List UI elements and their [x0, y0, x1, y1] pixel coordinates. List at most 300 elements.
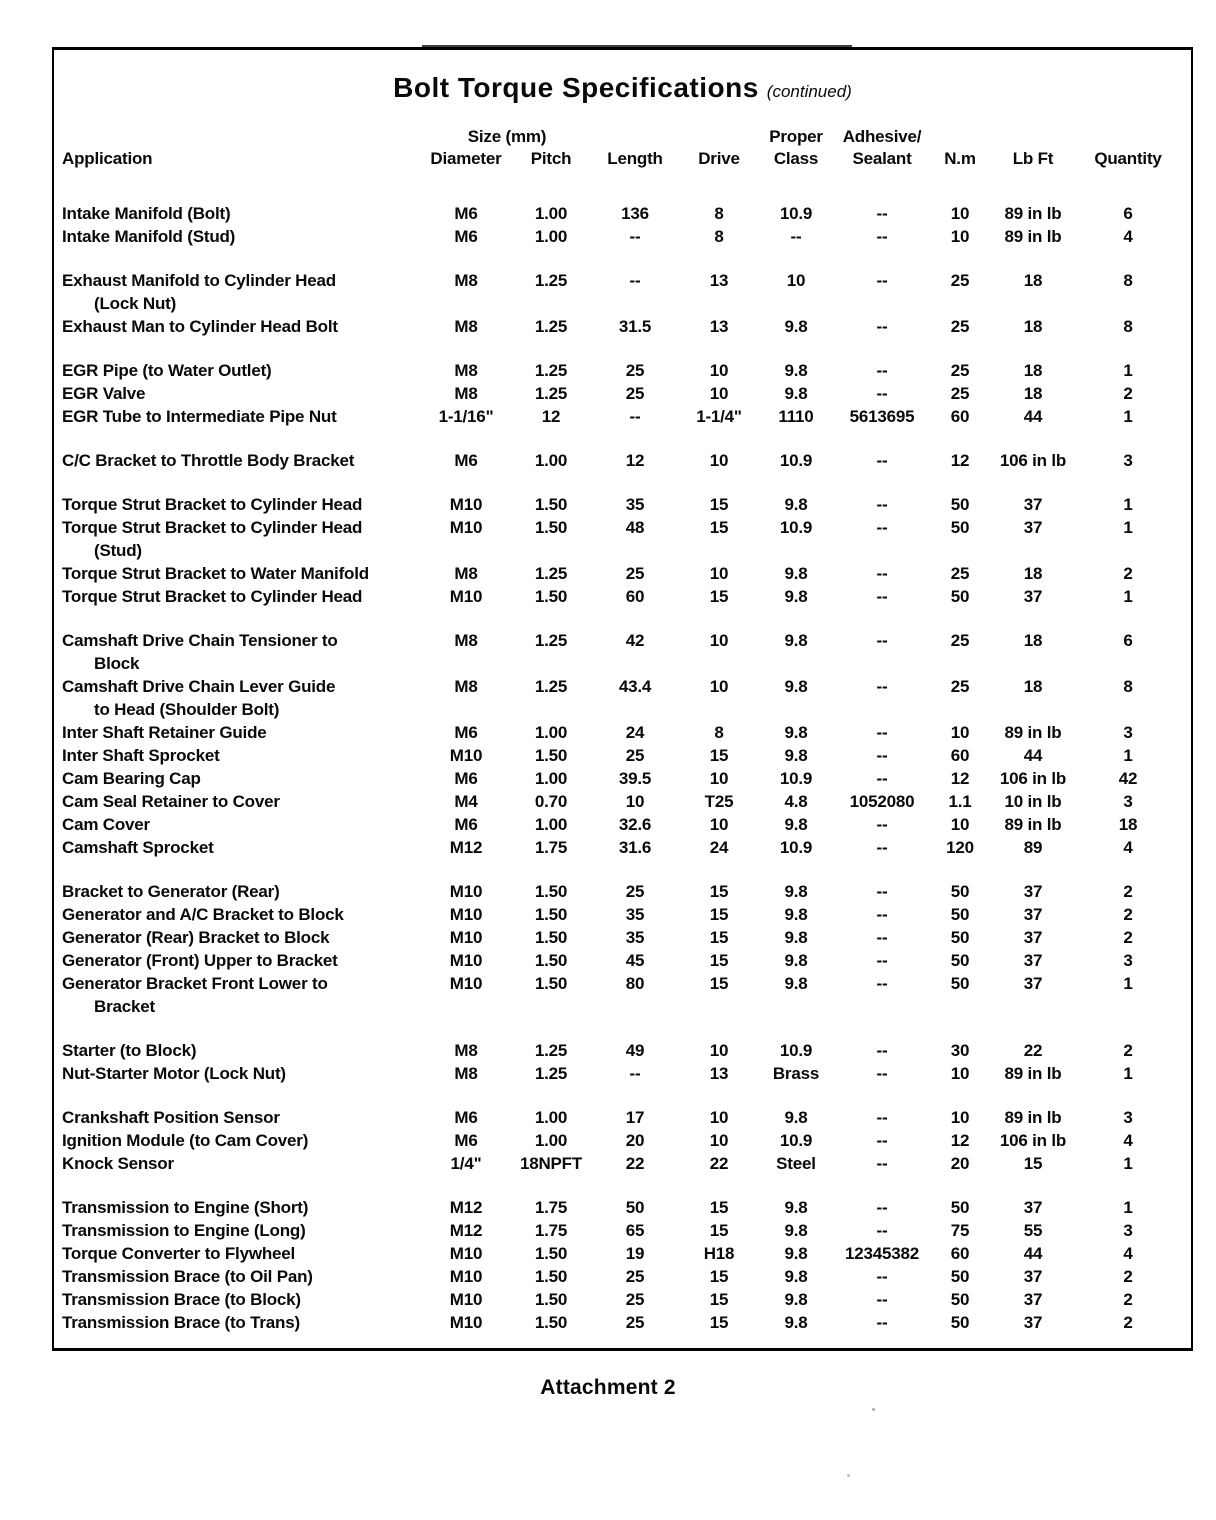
- drive-cell: 15: [709, 905, 729, 924]
- length-cell: 45: [625, 951, 645, 970]
- lbft-cell: 89 in lb: [1004, 1108, 1062, 1127]
- table-row: [62, 1039, 1178, 1062]
- class-cell: 10.9: [779, 838, 813, 857]
- drive-cell: 24: [709, 838, 729, 857]
- application-cell: Cam Cover: [62, 815, 150, 834]
- pitch-cell: 1.50: [534, 495, 568, 514]
- nm-cell: 25: [950, 631, 970, 650]
- pitch-cell: 1.75: [534, 1198, 568, 1217]
- drive-cell: 10: [709, 1108, 729, 1127]
- length-cell: 19: [625, 1244, 645, 1263]
- length-cell: 42: [625, 631, 645, 650]
- nm-cell: 1.1: [948, 792, 972, 811]
- application-cell: Crankshaft Position Sensor: [62, 1108, 280, 1127]
- drive-cell: 10: [709, 451, 729, 470]
- lbft-cell: 89 in lb: [1004, 723, 1062, 742]
- qty-cell: 6: [1123, 204, 1133, 223]
- application-cell: Cam Bearing Cap: [62, 769, 201, 788]
- sealant-cell: --: [876, 1064, 888, 1083]
- sealant-cell: --: [876, 204, 888, 223]
- header-row-group: [62, 126, 1178, 148]
- page-title: Bolt Torque Specifications: [393, 72, 759, 103]
- nm-cell: 25: [950, 317, 970, 336]
- table-row: [62, 359, 1178, 382]
- class-cell: 9.8: [784, 587, 808, 606]
- nm-cell: 50: [950, 882, 970, 901]
- class-cell: 9.8: [784, 495, 808, 514]
- sealant-cell: --: [876, 723, 888, 742]
- class-cell: 9.8: [784, 1198, 808, 1217]
- qty-cell: 4: [1123, 1131, 1133, 1150]
- class-cell: 9.8: [784, 882, 808, 901]
- diameter-cell: M10: [449, 928, 483, 947]
- group-spacer: [62, 1085, 1178, 1106]
- nm-cell: 60: [950, 407, 970, 426]
- sealant-cell: --: [876, 271, 888, 290]
- length-cell: 39.5: [618, 769, 652, 788]
- qty-cell: 1: [1123, 587, 1133, 606]
- table-row: [62, 880, 1178, 903]
- diameter-cell: M12: [449, 1198, 483, 1217]
- lbft-cell: 55: [1023, 1221, 1043, 1240]
- length-cell: 25: [625, 1313, 645, 1332]
- lbft-cell: 106 in lb: [999, 769, 1067, 788]
- drive-cell: 15: [709, 974, 729, 993]
- sealant-cell: --: [876, 564, 888, 583]
- lbft-cell: 37: [1023, 495, 1043, 514]
- qty-cell: 1: [1123, 1154, 1133, 1173]
- table-row: [62, 1288, 1178, 1311]
- lbft-cell: 89: [1023, 838, 1043, 857]
- table-row: [62, 629, 1178, 675]
- drive-cell: 10: [709, 815, 729, 834]
- nm-cell: 10: [950, 723, 970, 742]
- length-cell: 35: [625, 495, 645, 514]
- drive-cell: 22: [709, 1154, 729, 1173]
- sealant-cell: --: [876, 677, 888, 696]
- nm-cell: 50: [950, 928, 970, 947]
- application-cell: Starter (to Block): [62, 1041, 197, 1060]
- header-drive: Drive: [698, 149, 740, 168]
- table-row: [62, 744, 1178, 767]
- application-cell: Transmission Brace (to Block): [62, 1290, 301, 1309]
- class-cell: 1110: [778, 407, 814, 426]
- class-cell: 9.8: [784, 1244, 808, 1263]
- nm-cell: 120: [946, 838, 974, 857]
- application-cell: EGR Pipe (to Water Outlet): [62, 361, 272, 380]
- qty-cell: 3: [1123, 951, 1133, 970]
- nm-cell: 60: [950, 746, 970, 765]
- length-cell: 20: [625, 1131, 645, 1150]
- nm-cell: 12: [950, 451, 970, 470]
- header-size-group: Size (mm): [467, 127, 547, 146]
- group-spacer: [62, 338, 1178, 359]
- pitch-cell: 1.25: [534, 631, 568, 650]
- application-cell: Camshaft Drive Chain Tensioner to Block: [62, 631, 338, 673]
- group-spacer: [62, 859, 1178, 880]
- header-spacer: [62, 126, 422, 148]
- sealant-cell: --: [876, 1041, 888, 1060]
- nm-cell: 50: [950, 587, 970, 606]
- application-cell: Cam Seal Retainer to Cover: [62, 792, 280, 811]
- lbft-cell: 89 in lb: [1004, 1064, 1062, 1083]
- lbft-cell: 37: [1023, 951, 1043, 970]
- application-cell: Torque Strut Bracket to Cylinder Head: [62, 495, 363, 514]
- diameter-cell: M6: [454, 815, 478, 834]
- pitch-cell: 1.50: [534, 746, 568, 765]
- drive-cell: 13: [709, 271, 729, 290]
- nm-cell: 50: [950, 1198, 970, 1217]
- application-cell: Inter Shaft Sprocket: [62, 746, 220, 765]
- length-cell: 22: [625, 1154, 645, 1173]
- group-spacer: [62, 1018, 1178, 1039]
- sealant-cell: --: [876, 905, 888, 924]
- nm-cell: 25: [950, 361, 970, 380]
- nm-cell: 50: [950, 1313, 970, 1332]
- drive-cell: 15: [709, 746, 729, 765]
- drive-cell: 15: [709, 1267, 729, 1286]
- table-row: [62, 315, 1178, 338]
- application-cell: Generator (Front) Upper to Bracket: [62, 951, 338, 970]
- lbft-cell: 37: [1023, 928, 1043, 947]
- drive-cell: 10: [709, 631, 729, 650]
- length-cell: 65: [625, 1221, 645, 1240]
- qty-cell: 4: [1123, 838, 1133, 857]
- sealant-cell: --: [876, 882, 888, 901]
- pitch-cell: 1.50: [534, 905, 568, 924]
- qty-cell: 2: [1123, 1313, 1133, 1332]
- pitch-cell: 1.25: [534, 317, 568, 336]
- lbft-cell: 18: [1023, 317, 1043, 336]
- table-row: [62, 926, 1178, 949]
- pitch-cell: 1.50: [534, 882, 568, 901]
- class-cell: 9.8: [784, 1313, 808, 1332]
- qty-cell: 1: [1123, 361, 1133, 380]
- drive-cell: H18: [703, 1244, 735, 1263]
- qty-cell: 1: [1123, 746, 1133, 765]
- drive-cell: 15: [709, 518, 729, 537]
- header-spacer: [592, 126, 678, 148]
- pitch-cell: 1.00: [534, 451, 568, 470]
- nm-cell: 12: [950, 1131, 970, 1150]
- nm-cell: 10: [950, 204, 970, 223]
- diameter-cell: M6: [454, 227, 478, 246]
- application-cell: Inter Shaft Retainer Guide: [62, 723, 267, 742]
- length-cell: 35: [625, 905, 645, 924]
- table-row: [62, 1242, 1178, 1265]
- drive-cell: 15: [709, 882, 729, 901]
- drive-cell: T25: [704, 792, 734, 811]
- sealant-cell: --: [876, 1198, 888, 1217]
- sealant-cell: --: [876, 746, 888, 765]
- qty-cell: 2: [1123, 905, 1133, 924]
- qty-cell: 6: [1123, 631, 1133, 650]
- application-cell: Generator Bracket Front Lower to Bracket: [62, 974, 328, 1016]
- title-row: [54, 72, 1191, 104]
- qty-cell: 3: [1123, 1221, 1133, 1240]
- length-cell: 24: [625, 723, 645, 742]
- lbft-cell: 37: [1023, 882, 1043, 901]
- pitch-cell: 1.25: [534, 1041, 568, 1060]
- diameter-cell: M6: [454, 204, 478, 223]
- lbft-cell: 10 in lb: [1004, 792, 1062, 811]
- class-cell: 9.8: [784, 746, 808, 765]
- application-cell: Transmission to Engine (Short): [62, 1198, 309, 1217]
- pitch-cell: 1.25: [534, 1064, 568, 1083]
- pitch-cell: 1.00: [534, 769, 568, 788]
- sealant-cell: --: [876, 1313, 888, 1332]
- class-cell: 9.8: [784, 905, 808, 924]
- application-cell: Intake Manifold (Stud): [62, 227, 236, 246]
- lbft-cell: 106 in lb: [999, 1131, 1067, 1150]
- table-row: [62, 1219, 1178, 1242]
- application-cell: Intake Manifold (Bolt): [62, 204, 231, 223]
- header-application: Application: [62, 149, 153, 168]
- class-cell: 9.8: [784, 1290, 808, 1309]
- drive-cell: 10: [709, 384, 729, 403]
- diameter-cell: M6: [454, 723, 478, 742]
- diameter-cell: M10: [449, 882, 483, 901]
- pitch-cell: 18NPFT: [519, 1154, 583, 1173]
- lbft-cell: 18: [1023, 677, 1043, 696]
- class-cell: 9.8: [784, 1108, 808, 1127]
- diameter-cell: M8: [454, 1041, 478, 1060]
- diameter-cell: M4: [454, 792, 478, 811]
- table-row: [62, 1152, 1178, 1175]
- length-cell: 80: [625, 974, 645, 993]
- sealant-cell: --: [876, 951, 888, 970]
- header-adhesive: Adhesive/: [842, 127, 922, 146]
- drive-cell: 8: [714, 723, 724, 742]
- qty-cell: 1: [1123, 518, 1133, 537]
- header-class: Class: [773, 149, 819, 168]
- drive-cell: 15: [709, 587, 729, 606]
- class-cell: 9.8: [784, 1267, 808, 1286]
- diameter-cell: M8: [454, 361, 478, 380]
- length-cell: 49: [625, 1041, 645, 1060]
- group-spacer: [62, 428, 1178, 449]
- pitch-cell: 1.00: [534, 1108, 568, 1127]
- sealant-cell: 1052080: [849, 792, 915, 811]
- lbft-cell: 44: [1023, 407, 1043, 426]
- header-diameter: Diameter: [430, 149, 502, 168]
- diameter-cell: M6: [454, 1108, 478, 1127]
- table-row: [62, 225, 1178, 248]
- pitch-cell: 1.00: [534, 723, 568, 742]
- diameter-cell: M8: [454, 631, 478, 650]
- table-row: [62, 562, 1178, 585]
- diameter-cell: M12: [449, 1221, 483, 1240]
- table-row: [62, 382, 1178, 405]
- lbft-cell: 18: [1023, 384, 1043, 403]
- drive-cell: 10: [709, 361, 729, 380]
- qty-cell: 2: [1123, 928, 1133, 947]
- pitch-cell: 1.50: [534, 1244, 568, 1263]
- diameter-cell: M6: [454, 451, 478, 470]
- qty-cell: 42: [1118, 769, 1138, 788]
- qty-cell: 3: [1123, 723, 1133, 742]
- drive-cell: 10: [709, 1041, 729, 1060]
- diameter-cell: M8: [454, 384, 478, 403]
- length-cell: 25: [625, 746, 645, 765]
- drive-cell: 10: [709, 1131, 729, 1150]
- attachment-label: Attachment 2: [540, 1376, 676, 1399]
- length-cell: 31.6: [618, 838, 652, 857]
- sealant-cell: --: [876, 1108, 888, 1127]
- length-cell: 136: [621, 204, 649, 223]
- group-spacer: [62, 248, 1178, 269]
- length-cell: 25: [625, 882, 645, 901]
- lbft-cell: 18: [1023, 564, 1043, 583]
- application-cell: Torque Strut Bracket to Water Manifold: [62, 564, 369, 583]
- group-spacer: [62, 472, 1178, 493]
- table-row: [62, 675, 1178, 721]
- application-cell: Torque Converter to Flywheel: [62, 1244, 296, 1263]
- table-row: [62, 949, 1178, 972]
- sealant-cell: --: [876, 1221, 888, 1240]
- drive-cell: 15: [709, 1290, 729, 1309]
- lbft-cell: 37: [1023, 1267, 1043, 1286]
- pitch-cell: 1.25: [534, 384, 568, 403]
- qty-cell: 1: [1123, 1064, 1133, 1083]
- sealant-cell: --: [876, 451, 888, 470]
- sealant-cell: --: [876, 495, 888, 514]
- application-cell: Generator and A/C Bracket to Block: [62, 905, 344, 924]
- application-cell: Ignition Module (to Cam Cover): [62, 1131, 309, 1150]
- table-row: [62, 1106, 1178, 1129]
- header-quantity: Quantity: [1094, 149, 1162, 168]
- header-pitch: Pitch: [530, 149, 572, 168]
- diameter-cell: M10: [449, 495, 483, 514]
- length-cell: --: [629, 407, 641, 426]
- class-cell: 10.9: [779, 204, 813, 223]
- header-lbft: Lb Ft: [1012, 149, 1054, 168]
- pitch-cell: 1.50: [534, 518, 568, 537]
- class-cell: 9.8: [784, 384, 808, 403]
- length-cell: 17: [625, 1108, 645, 1127]
- drive-cell: 13: [709, 317, 729, 336]
- pitch-cell: 1.00: [534, 1131, 568, 1150]
- length-cell: 25: [625, 1290, 645, 1309]
- lbft-cell: 37: [1023, 1313, 1043, 1332]
- length-cell: 25: [625, 384, 645, 403]
- table-row: [62, 903, 1178, 926]
- length-cell: 12: [625, 451, 645, 470]
- header-spacer: [932, 126, 988, 148]
- bolt-torque-table: [62, 126, 1178, 1334]
- diameter-cell: M8: [454, 271, 478, 290]
- class-cell: Steel: [776, 1154, 816, 1173]
- qty-cell: 1: [1123, 974, 1133, 993]
- diameter-cell: M10: [449, 905, 483, 924]
- nm-cell: 60: [950, 1244, 970, 1263]
- lbft-cell: 37: [1023, 587, 1043, 606]
- class-cell: 10.9: [779, 1131, 813, 1150]
- diameter-cell: M8: [454, 1064, 478, 1083]
- qty-cell: 8: [1123, 317, 1133, 336]
- lbft-cell: 37: [1023, 974, 1043, 993]
- length-cell: 25: [625, 1267, 645, 1286]
- length-cell: 50: [625, 1198, 645, 1217]
- application-cell: Transmission Brace (to Oil Pan): [62, 1267, 313, 1286]
- drive-cell: 15: [709, 1198, 729, 1217]
- application-cell: Camshaft Sprocket: [62, 838, 214, 857]
- header-row-columns: [62, 148, 1178, 202]
- qty-cell: 2: [1123, 882, 1133, 901]
- class-cell: 9.8: [784, 677, 808, 696]
- application-cell: Nut-Starter Motor (Lock Nut): [62, 1064, 286, 1083]
- drive-cell: 15: [709, 1313, 729, 1332]
- table-row: [62, 585, 1178, 608]
- application-cell: Transmission Brace (to Trans): [62, 1313, 300, 1332]
- pitch-cell: 1.50: [534, 1313, 568, 1332]
- lbft-cell: 89 in lb: [1004, 227, 1062, 246]
- drive-cell: 15: [709, 495, 729, 514]
- scan-artifact: [847, 1474, 850, 1477]
- table-row: [62, 972, 1178, 1018]
- nm-cell: 10: [950, 1108, 970, 1127]
- sealant-cell: --: [876, 317, 888, 336]
- pitch-cell: 1.50: [534, 1290, 568, 1309]
- lbft-cell: 44: [1023, 1244, 1043, 1263]
- qty-cell: 2: [1123, 564, 1133, 583]
- diameter-cell: M6: [454, 1131, 478, 1150]
- pitch-cell: 1.75: [534, 838, 568, 857]
- diameter-cell: M10: [449, 1244, 483, 1263]
- diameter-cell: M10: [449, 974, 483, 993]
- table-row: [62, 767, 1178, 790]
- pitch-cell: 1.50: [534, 928, 568, 947]
- qty-cell: 4: [1123, 227, 1133, 246]
- pitch-cell: 1.50: [534, 974, 568, 993]
- length-cell: 25: [625, 564, 645, 583]
- sealant-cell: --: [876, 631, 888, 650]
- drive-cell: 10: [709, 769, 729, 788]
- diameter-cell: M10: [449, 587, 483, 606]
- pitch-cell: 1.50: [534, 1267, 568, 1286]
- class-cell: 9.8: [784, 1221, 808, 1240]
- lbft-cell: 37: [1023, 1198, 1043, 1217]
- header-sealant: Sealant: [852, 149, 912, 168]
- length-cell: 35: [625, 928, 645, 947]
- qty-cell: 3: [1123, 1108, 1133, 1127]
- nm-cell: 25: [950, 271, 970, 290]
- diameter-cell: M10: [449, 518, 483, 537]
- sealant-cell: --: [876, 815, 888, 834]
- lbft-cell: 18: [1023, 271, 1043, 290]
- qty-cell: 4: [1123, 1244, 1133, 1263]
- header-length: Length: [607, 149, 663, 168]
- class-cell: 10.9: [779, 518, 813, 537]
- spec-table-container: [52, 50, 1193, 1351]
- header-spacer: [1078, 126, 1178, 148]
- table-row: [62, 493, 1178, 516]
- lbft-cell: 18: [1023, 631, 1043, 650]
- nm-cell: 50: [950, 1267, 970, 1286]
- pitch-cell: 0.70: [534, 792, 568, 811]
- diameter-cell: M8: [454, 564, 478, 583]
- diameter-cell: M8: [454, 317, 478, 336]
- class-cell: 9.8: [784, 951, 808, 970]
- class-cell: 9.8: [784, 928, 808, 947]
- table-row: [62, 1265, 1178, 1288]
- table-row: [62, 1196, 1178, 1219]
- pitch-cell: 1.25: [534, 564, 568, 583]
- nm-cell: 50: [950, 974, 970, 993]
- application-cell: Torque Strut Bracket to Cylinder Head: [62, 587, 363, 606]
- qty-cell: 8: [1123, 271, 1133, 290]
- class-cell: 9.8: [784, 631, 808, 650]
